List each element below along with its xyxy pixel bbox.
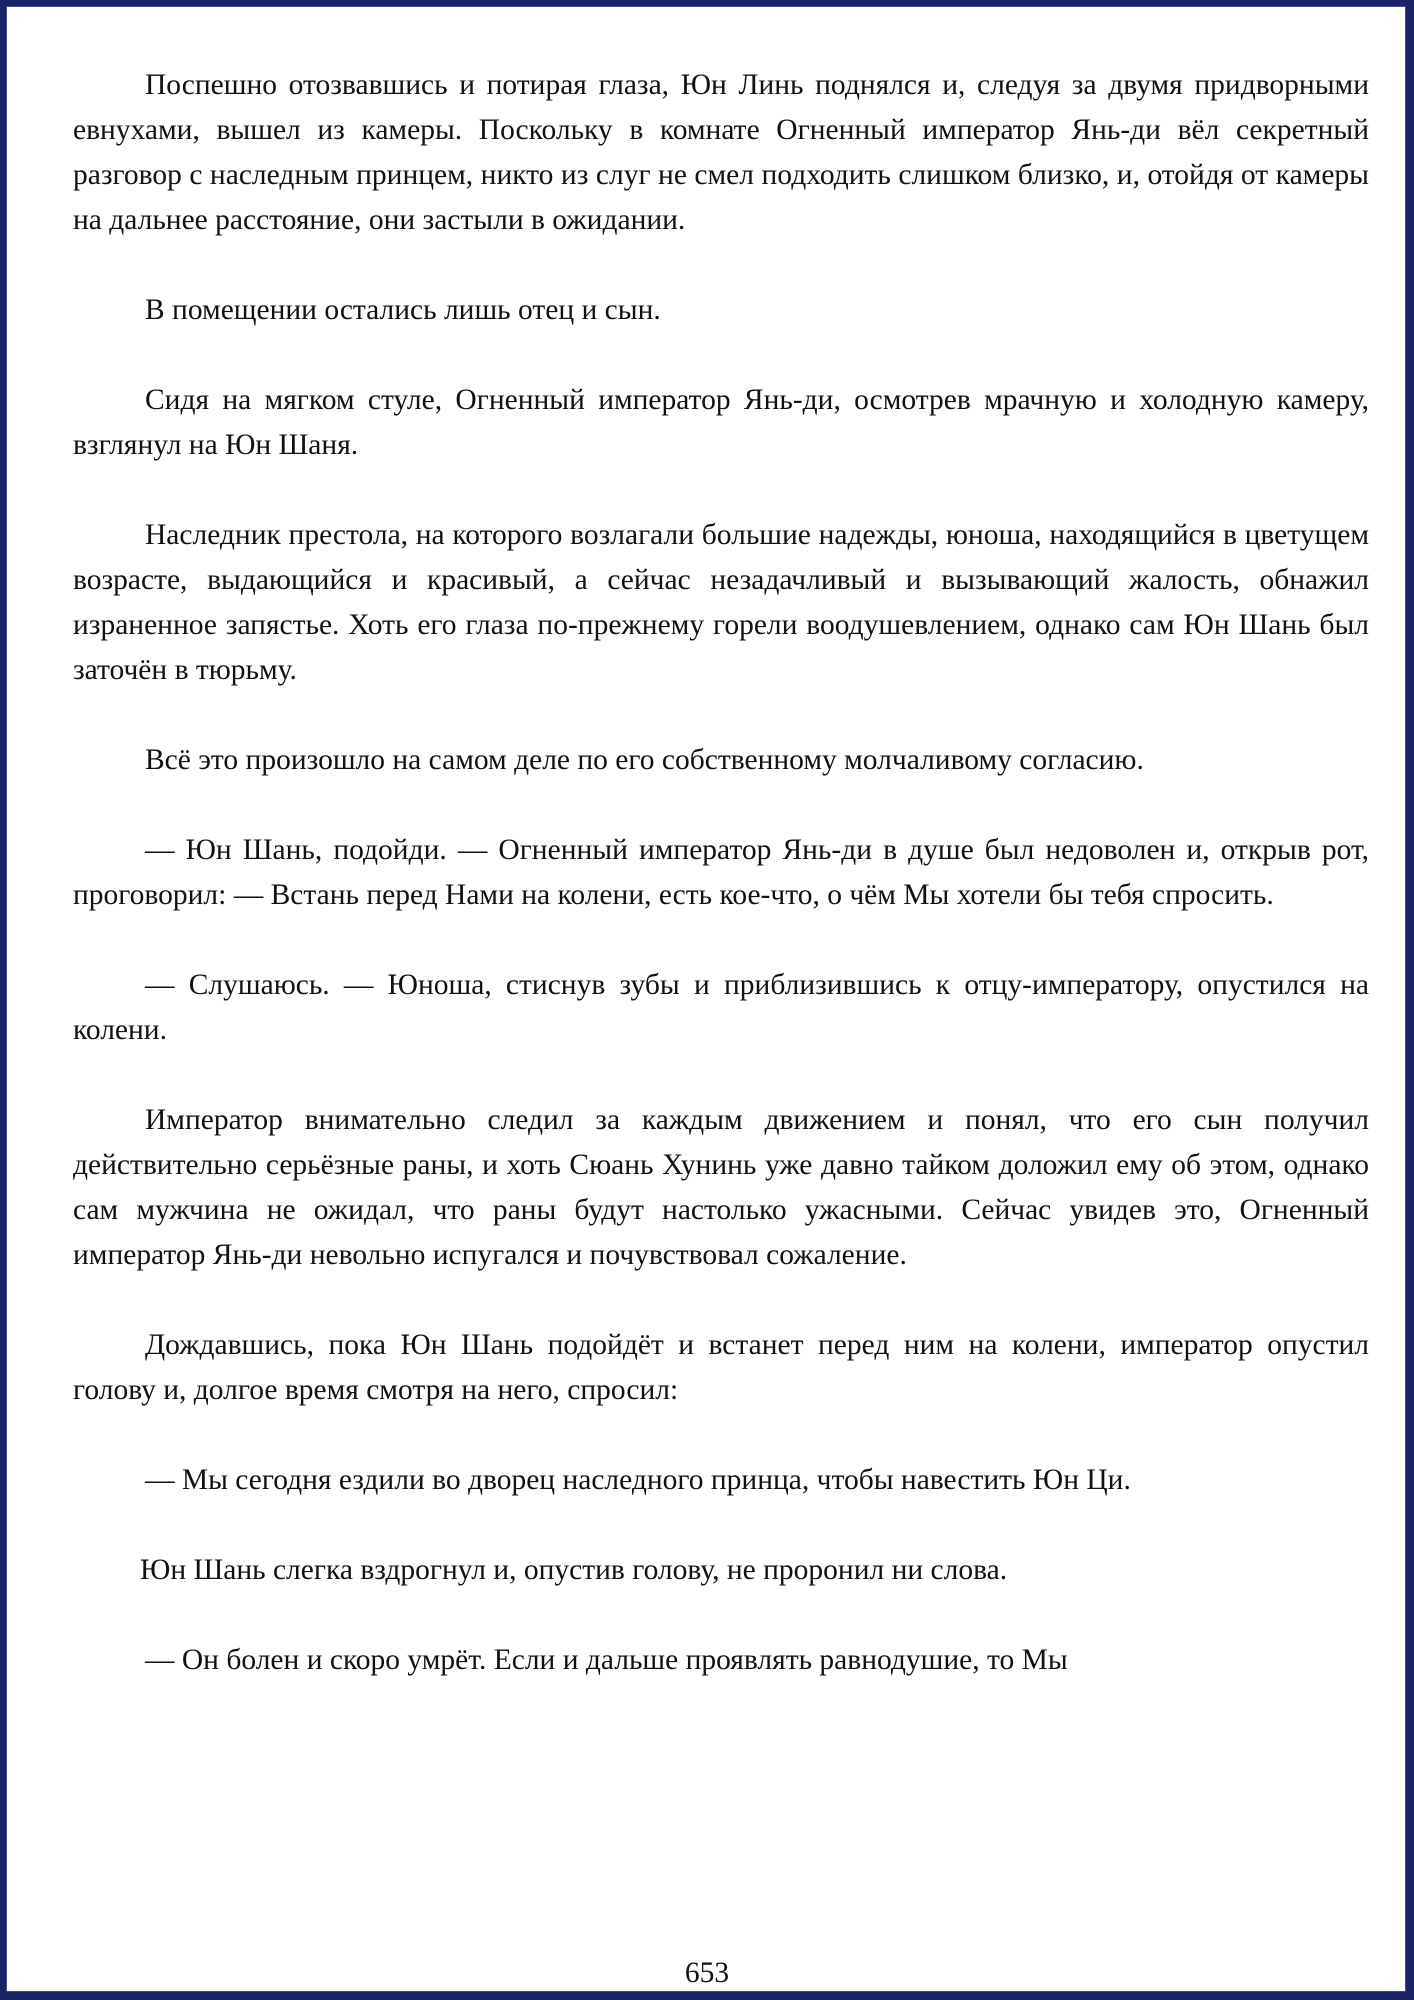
- paragraph: Всё это произошло на самом деле по его собственному молчаливому согласию.: [145, 744, 1144, 776]
- paragraph: Наследник престола, на которого возлагали большие надежды, юноша, находящийся в цветущем возрасте, выдающийся и красивый, а сейчас незадачливый и вызывающий жалость, обнажил израненное запястье. Хоть его глаза по-прежнему горели воодушевлением, однако сам Юн Шань был заточён в тюрьму.: [73, 519, 1369, 686]
- paragraph: — Мы сегодня ездили во дворец наследного принца, чтобы навестить Юн Ци.: [145, 1464, 1131, 1496]
- paragraph: — Юн Шань, подойди. — Огненный император Янь-ди в душе был недоволен и, открыв рот, проговорил: — Встань перед Нами на колени, есть кое-что, о чём Мы хотели бы тебя спросить.: [73, 834, 1369, 911]
- paragraph: — Он болен и скоро умрёт. Если и дальше проявлять равнодушие, то Мы: [145, 1644, 1068, 1676]
- paragraph: — Слушаюсь. — Юноша, стиснув зубы и приблизившись к отцу-императору, опустился на колени.: [73, 969, 1369, 1046]
- paragraph: Император внимательно следил за каждым движением и понял, что его сын получил действительно серьёзные раны, и хоть Сюань Хунинь уже давно тайком доложил ему об этом, однако сам мужчина не ожидал, что раны будут настолько ужасными. Сейчас увидев это, Огненный император Янь-ди невольно испугался и почувствовал сожаление.: [73, 1104, 1369, 1271]
- paragraph: Дождавшись, пока Юн Шань подойдёт и встанет перед ним на колени, император опустил голову и, долгое время смотря на него, спросил:: [73, 1329, 1369, 1406]
- page-body: [73, 63, 1369, 1728]
- page-number: 653: [684, 1957, 730, 1989]
- paragraph: В помещении остались лишь отец и сын.: [145, 294, 661, 326]
- paragraph: Поспешно отозвавшись и потирая глаза, Юн Линь поднялся и, следуя за двумя придворными евнухами, вышел из камеры. Поскольку в комнате Огненный император Янь-ди вёл секретный разговор с наследным принцем, никто из слуг не смел подходить слишком близко, и, отойдя от камеры на дальнее расстояние, они застыли в ожидании.: [73, 69, 1369, 236]
- page-frame: [6, 6, 1406, 1992]
- paragraph: Юн Шань слегка вздрогнул и, опустив голову, не проронил ни слова.: [140, 1554, 1008, 1586]
- paragraph: Сидя на мягком стуле, Огненный император Янь-ди, осмотрев мрачную и холодную камеру, взглянул на Юн Шаня.: [73, 384, 1369, 461]
